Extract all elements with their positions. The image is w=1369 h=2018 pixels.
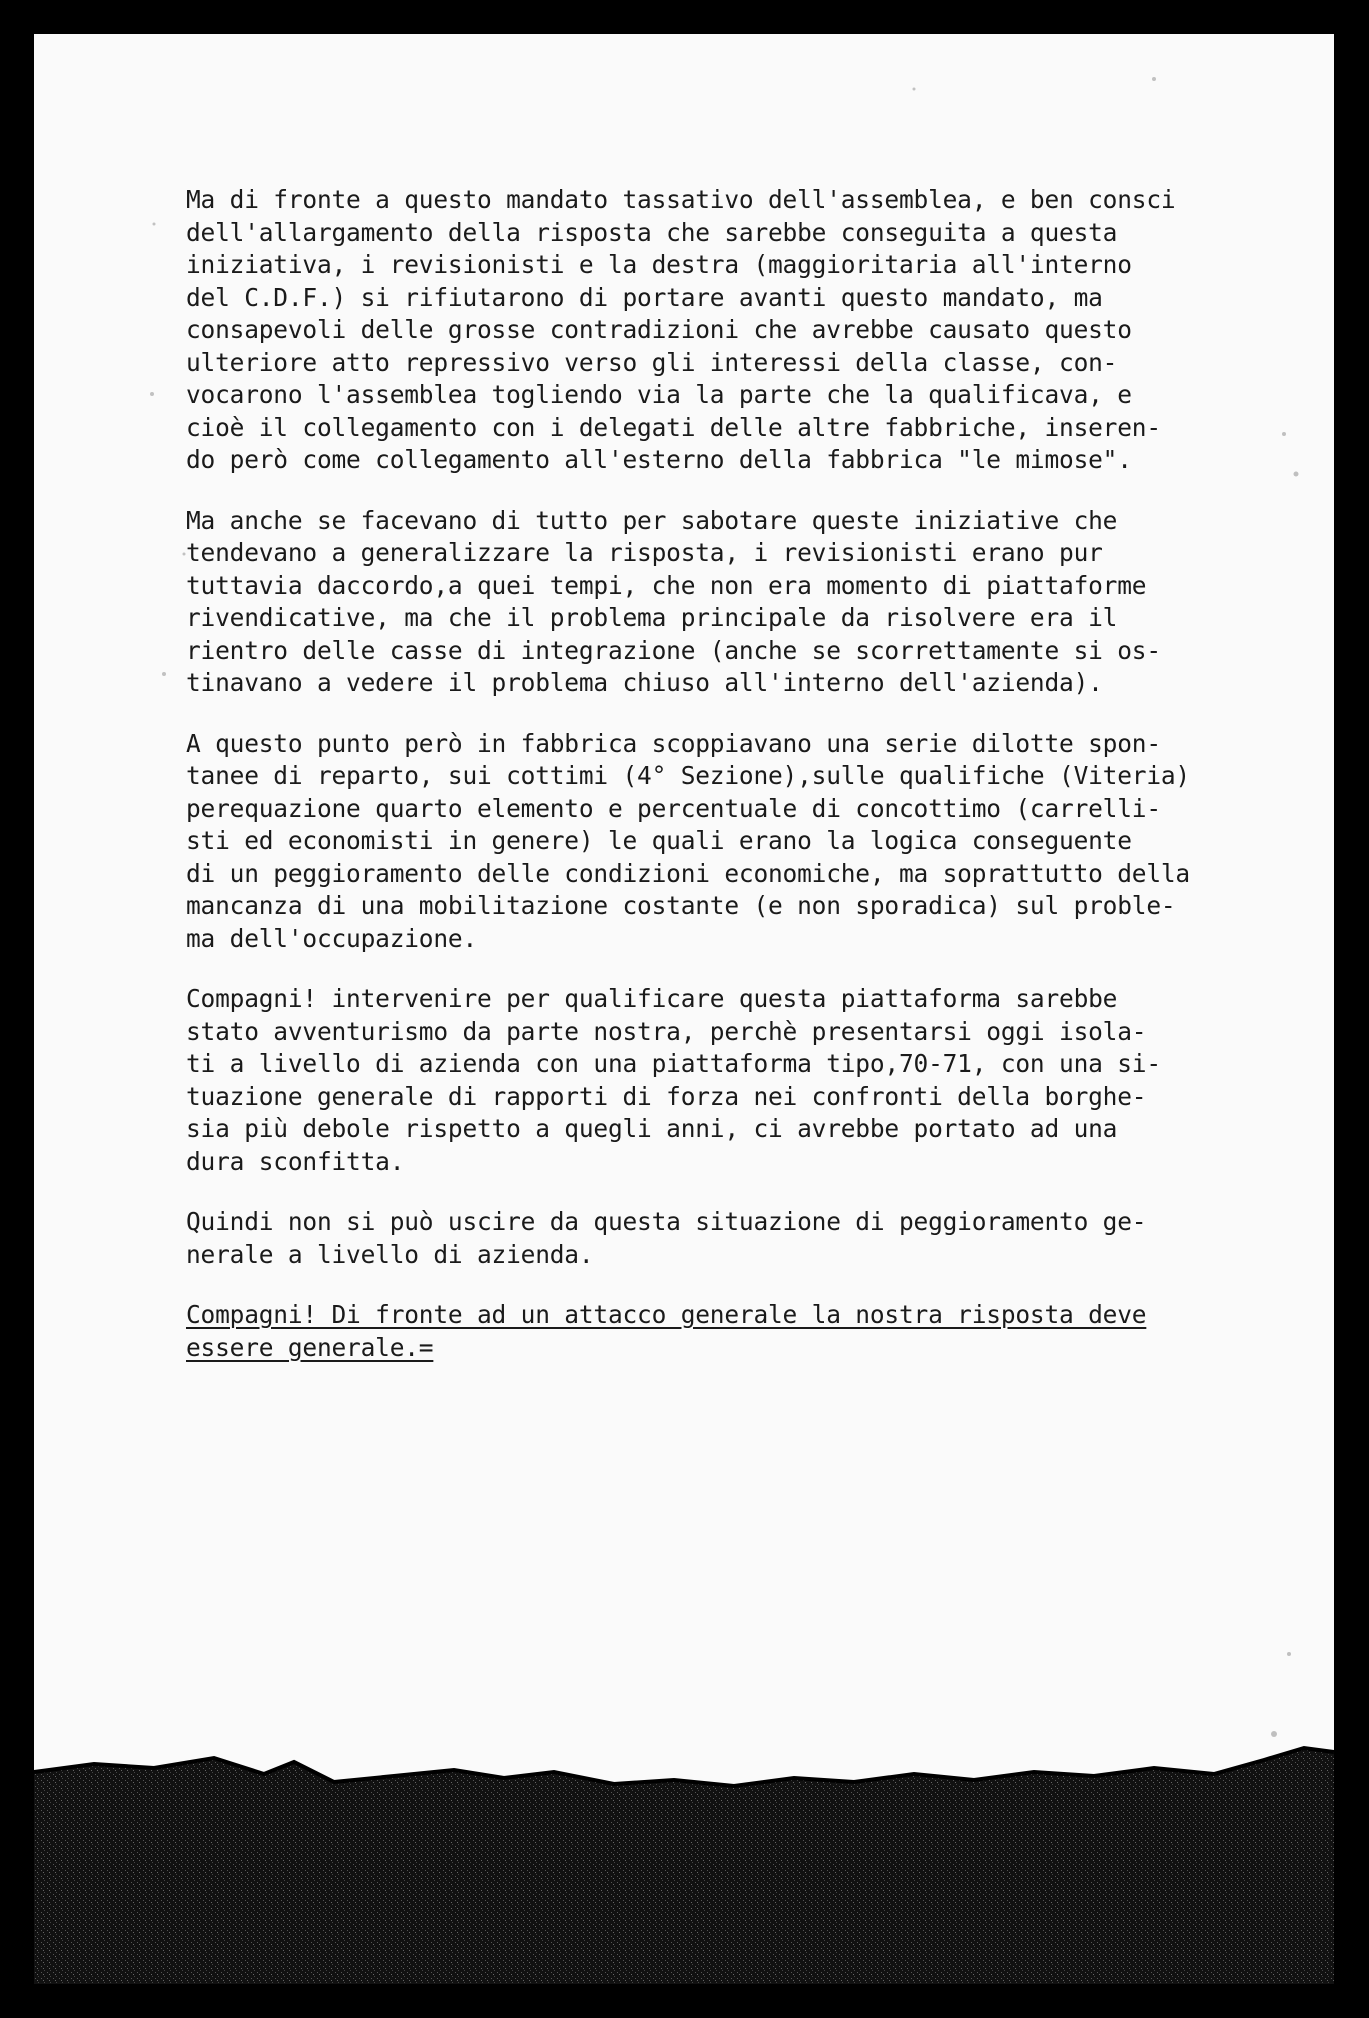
document-body	[186, 184, 1256, 1392]
paragraph-5	[186, 1206, 1256, 1271]
text-line: sti ed economisti in genere) le quali erano la logica conseguente	[186, 826, 1132, 855]
text-line: tuazione generale di rapporti di forza nei confronti della borghe-	[186, 1081, 1147, 1111]
text-line: dell'allargamento della risposta che sarebbe conseguita a questa	[186, 217, 1118, 247]
text-line: Ma anche se facevano di tutto per sabotare queste iniziative che	[186, 505, 1118, 535]
text-line: ulteriore atto repressivo verso gli interessi della classe, con-	[186, 347, 1118, 377]
text-line: essere generale.=	[186, 1332, 434, 1362]
closing-statement	[186, 1299, 1256, 1364]
text-line: nerale a livello di azienda.	[186, 1239, 594, 1269]
text-line: vocarono l'assemblea togliendo via la parte che la qualificava, e	[186, 380, 1132, 409]
text-line: do però come collegamento all'esterno della fabbrica "le mimose".	[186, 445, 1132, 474]
text-line: dura sconfitta.	[186, 1146, 405, 1176]
text-line: A questo punto però in fabbrica scoppiavano una serie dilotte spon-	[186, 728, 1161, 758]
text-line: ti a livello di azienda con una piattaforma tipo,70-71, con una si-	[186, 1049, 1161, 1078]
text-line: Compagni! Di fronte ad un attacco generale la nostra risposta deve	[186, 1300, 1147, 1329]
text-line: rivendicative, ma che il problema principale da risolvere era il	[186, 603, 1118, 632]
text-line: ma dell'occupazione.	[186, 923, 478, 953]
text-line: tuttavia daccordo,a quei tempi, che non era momento di piattaforme	[186, 570, 1147, 600]
text-line: stato avventurismo da parte nostra, perchè presentarsi oggi isola-	[186, 1016, 1147, 1046]
paragraph-4	[186, 983, 1256, 1178]
text-line: mancanza di una mobilitazione costante (e non sporadica) sul proble-	[186, 891, 1176, 920]
text-line: perequazione quarto elemento e percentuale di concottimo (carrelli-	[186, 793, 1161, 823]
torn-paper-edge	[34, 1724, 1334, 1984]
paragraph-3	[186, 728, 1256, 956]
text-line: rientro delle casse di integrazione (anche se scorrettamente si os-	[186, 635, 1161, 665]
text-line: Quindi non si può uscire da questa situazione di peggioramento ge-	[186, 1207, 1147, 1236]
paragraph-2	[186, 505, 1256, 700]
text-line: del C.D.F.) si rifiutarono di portare avanti questo mandato, ma	[186, 282, 1103, 312]
text-line: sia più debole rispetto a quegli anni, ci avrebbe portato ad una	[186, 1114, 1118, 1143]
text-line: iniziativa, i revisionisti e la destra (maggioritaria all'interno	[186, 250, 1132, 279]
text-line: tendevano a generalizzare la risposta, i revisionisti erano pur	[186, 538, 1103, 567]
text-line: di un peggioramento delle condizioni economiche, ma soprattutto della	[186, 858, 1190, 888]
text-line: Compagni! intervenire per qualificare questa piattaforma sarebbe	[186, 984, 1118, 1013]
text-line: cioè il collegamento con i delegati delle altre fabbriche, inseren-	[186, 412, 1161, 442]
text-line: Ma di fronte a questo mandato tassativo dell'assemblea, e ben consci	[186, 185, 1176, 214]
paragraph-1	[186, 184, 1256, 477]
text-line: tinavano a vedere il problema chiuso all'interno dell'azienda).	[186, 668, 1103, 697]
scanned-page	[34, 34, 1334, 1984]
text-line: consapevoli delle grosse contradizioni che avrebbe causato questo	[186, 315, 1132, 344]
text-line: tanee di reparto, sui cottimi (4° Sezione),sulle qualifiche (Viteria)	[186, 761, 1190, 790]
